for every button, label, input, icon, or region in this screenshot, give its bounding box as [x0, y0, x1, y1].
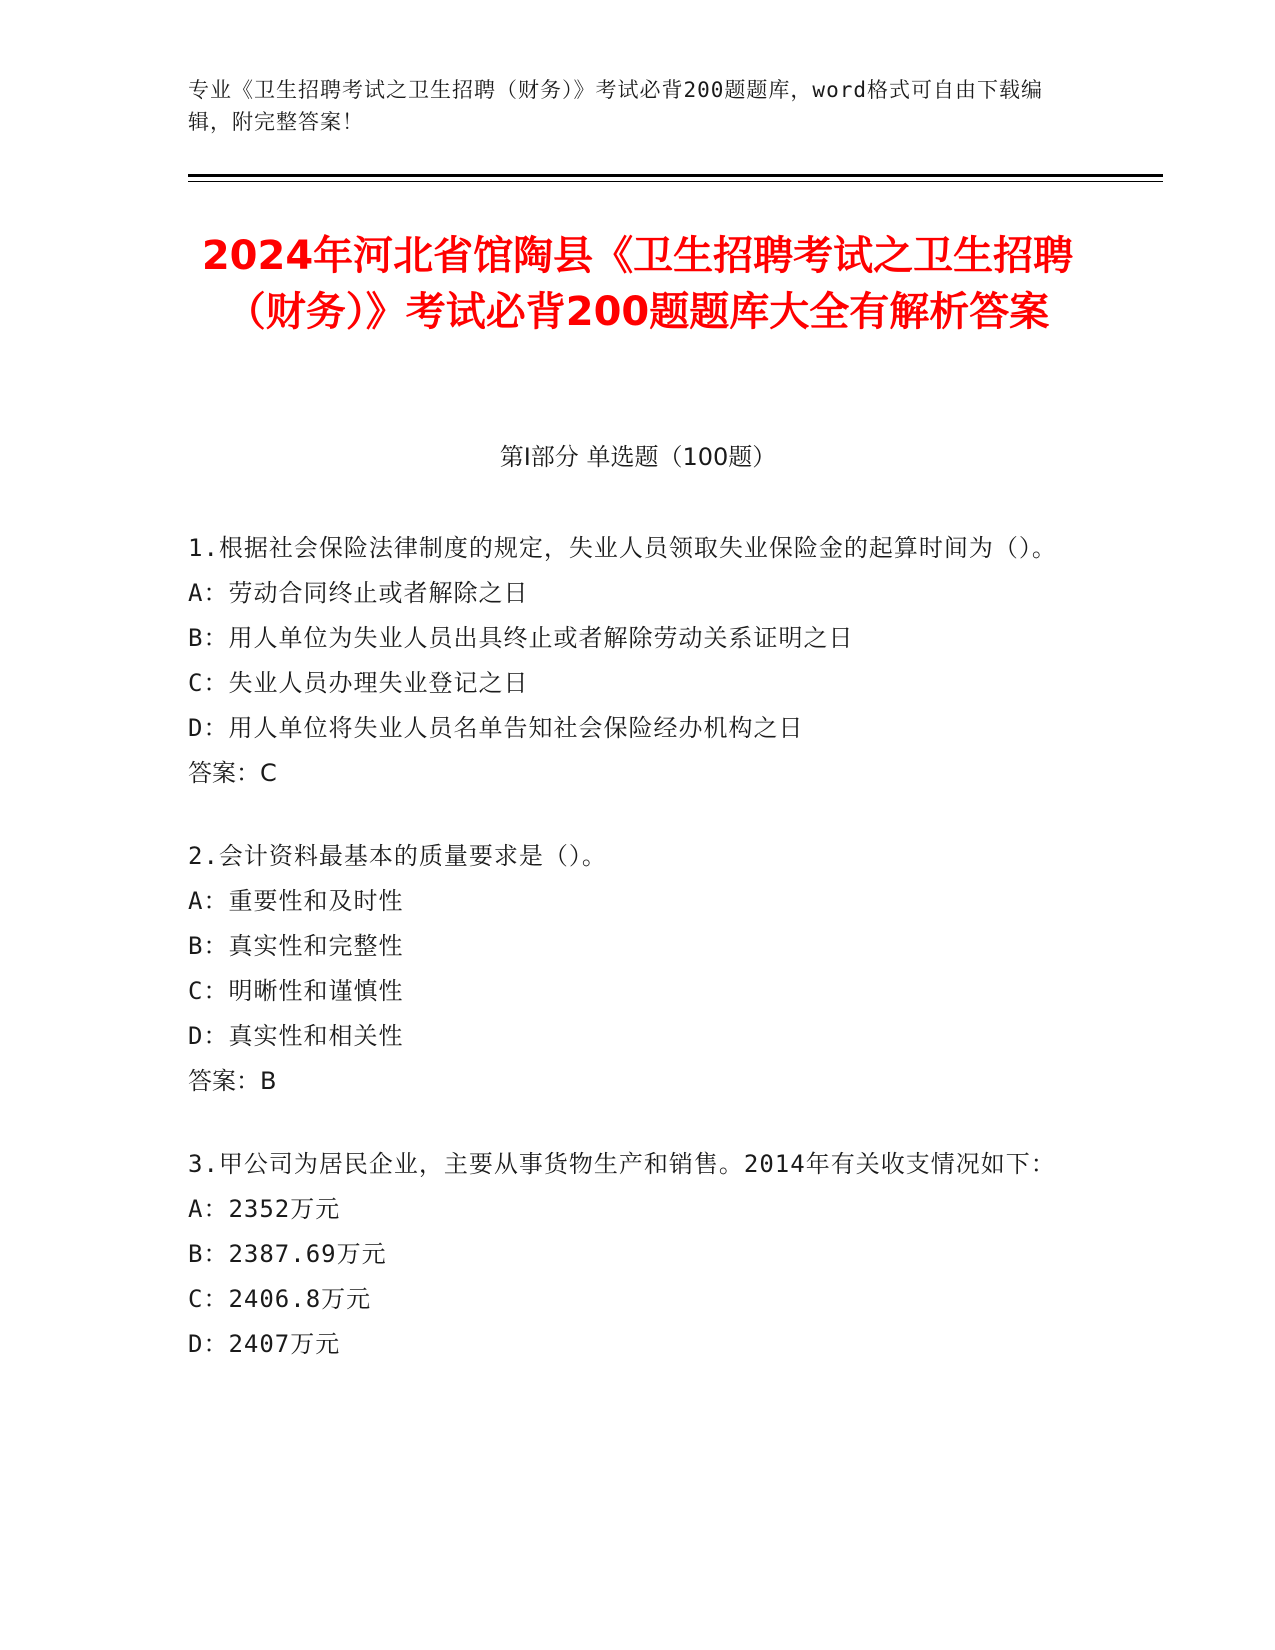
answer: 答案：B: [188, 1067, 277, 1095]
question-2: [188, 834, 1068, 1104]
question-3: [188, 1142, 1068, 1367]
section-heading: 第I部分 单选题（100题）: [499, 443, 777, 471]
option-b: B：用人单位为失业人员出具终止或者解除劳动关系证明之日: [188, 624, 854, 652]
option-d: D：2407万元: [188, 1330, 341, 1358]
option-d: D：用人单位将失业人员名单告知社会保险经办机构之日: [188, 714, 804, 742]
option-d: D：真实性和相关性: [188, 1022, 404, 1050]
answer: 答案：C: [188, 759, 277, 787]
header-divider-thin: [188, 181, 1163, 182]
header-divider-thick: [188, 174, 1163, 177]
option-a: A：2352万元: [188, 1195, 341, 1223]
question-stem: 2.会计资料最基本的质量要求是（）。: [188, 842, 607, 870]
option-a: A：重要性和及时性: [188, 887, 404, 915]
option-b: B：真实性和完整性: [188, 932, 404, 960]
option-c: C：失业人员办理失业登记之日: [188, 669, 529, 697]
header-note: 专业《卫生招聘考试之卫生招聘（财务）》考试必背200题题库，word格式可自由下载编辑，附完整答案！: [188, 78, 1043, 134]
question-stem: 1.根据社会保险法律制度的规定，失业人员领取失业保险金的起算时间为（）。: [188, 534, 1057, 562]
question-1: [188, 526, 1068, 796]
document-title: 2024年河北省馆陶县《卫生招聘考试之卫生招聘（财务）》考试必背200题题库大全有解析答案: [201, 233, 1074, 335]
option-c: C：2406.8万元: [188, 1285, 372, 1313]
question-stem: 3.甲公司为居民企业，主要从事货物生产和销售。2014年有关收支情况如下：: [188, 1150, 1056, 1178]
question-list: [188, 526, 1068, 1405]
option-c: C：明晰性和谨慎性: [188, 977, 404, 1005]
option-a: A：劳动合同终止或者解除之日: [188, 579, 529, 607]
option-b: B：2387.69万元: [188, 1240, 387, 1268]
